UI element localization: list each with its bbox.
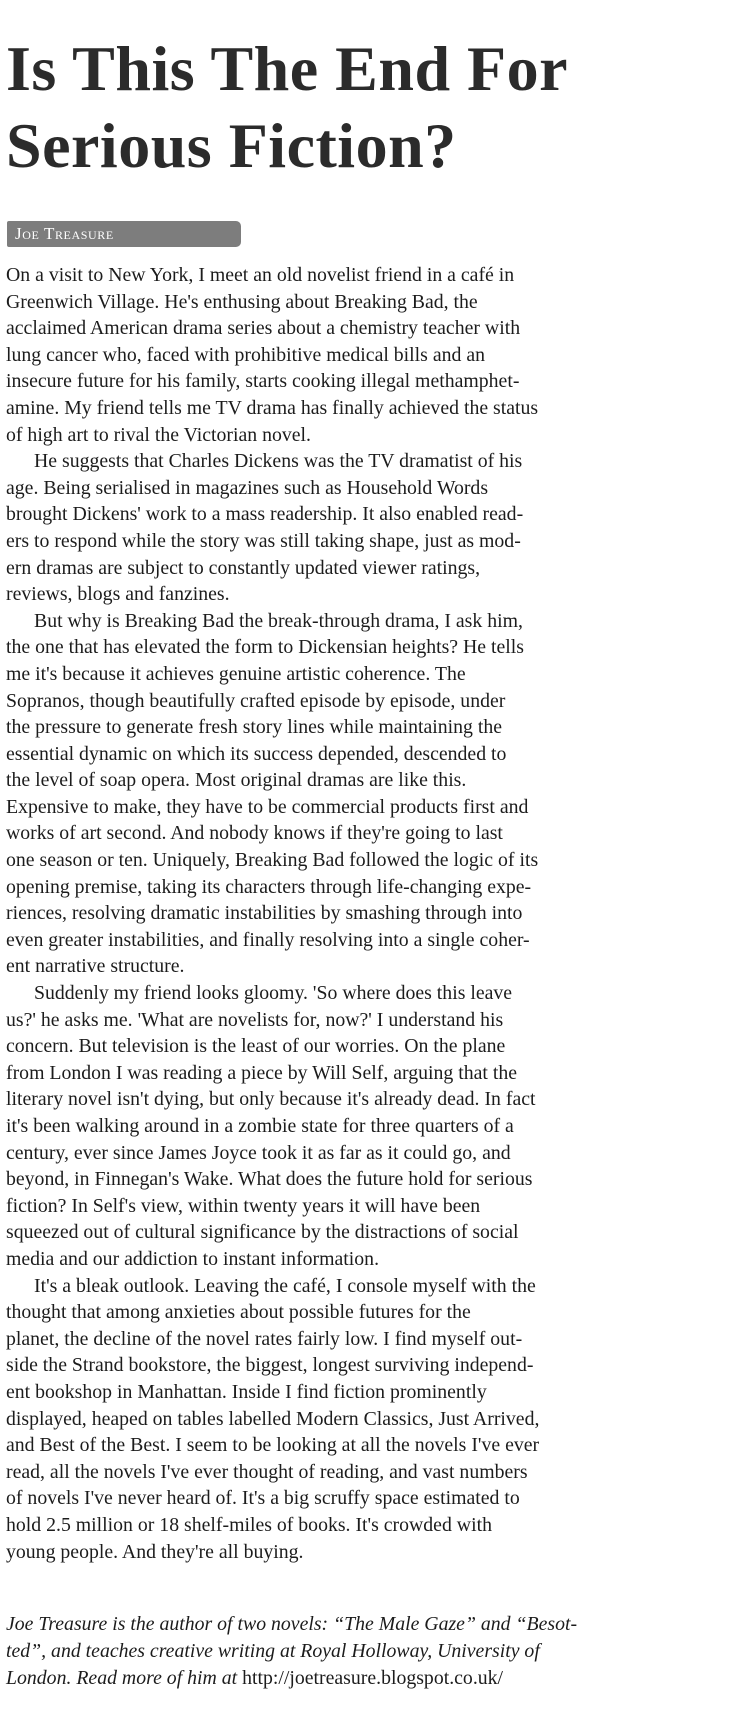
body-line: insecure future for his family, starts cooking illegal methamphet- xyxy=(6,370,520,393)
body-line: young people. And they're all buying. xyxy=(6,1540,304,1563)
body-line: Sopranos, though beautifully crafted episode by episode, under xyxy=(6,689,506,712)
body-line: fiction? In Self's view, within twenty years it will have been xyxy=(6,1194,481,1217)
body-line: planet, the decline of the novel rates fairly low. I find myself out- xyxy=(6,1327,523,1350)
body-line: thought that among anxieties about possible futures for the xyxy=(6,1301,471,1324)
body-line: Expensive to make, they have to be commercial products first and xyxy=(6,795,529,818)
blog-link[interactable]: http://joetreasure.blogspot.co.uk/ xyxy=(242,1666,504,1689)
body-line: ern dramas are subject to constantly updated viewer ratings, xyxy=(6,556,481,579)
title-line: Is This The End For xyxy=(6,33,569,104)
body-line: squeezed out of cultural significance by the distractions of social xyxy=(6,1221,519,1244)
body-line: hold 2.5 million or 18 shelf-miles of books. It's crowded with xyxy=(6,1513,492,1536)
body-line: Greenwich Village. He's enthusing about Breaking Bad, the xyxy=(6,290,478,313)
author-name: Joe Treasure xyxy=(15,224,114,243)
body-line: side the Strand bookstore, the biggest, longest surviving independ- xyxy=(6,1354,534,1377)
body-line: age. Being serialised in magazines such as Household Words xyxy=(6,476,489,499)
body-line: beyond, in Finnegan's Wake. What does the future hold for serious xyxy=(6,1168,533,1191)
body-line: riences, resolving dramatic instabilities by smashing through into xyxy=(6,902,523,925)
body-line: reviews, blogs and fanzines. xyxy=(6,583,230,606)
body-line: the one that has elevated the form to Dickensian heights? He tells xyxy=(6,636,524,659)
author-note-line: Joe Treasure is the author of two novels: “The Male Gaze” and “Besot- xyxy=(6,1613,578,1635)
body-line: But why is Breaking Bad the break-through drama, I ask him, xyxy=(34,609,523,632)
article-title xyxy=(6,30,568,184)
body-line: the level of soap opera. Most original dramas are like this. xyxy=(6,769,467,792)
body-line: It's a bleak outlook. Leaving the café, I console myself with the xyxy=(34,1274,536,1297)
body-line: lung cancer who, faced with prohibitive medical bills and an xyxy=(6,343,485,366)
body-line: He suggests that Charles Dickens was the TV dramatist of his xyxy=(34,450,523,473)
body-line: works of art second. And nobody knows if they're going to last xyxy=(6,822,503,845)
body-line: of novels I've never heard of. It's a big scruffy space estimated to xyxy=(6,1487,520,1510)
body-line: amine. My friend tells me TV drama has finally achieved the status xyxy=(6,396,539,419)
author-note-line xyxy=(6,1665,722,1692)
body-line: ent bookshop in Manhattan. Inside I find fiction prominently xyxy=(6,1380,487,1403)
author-note-line: ted”, and teaches creative writing at Royal Holloway, University of xyxy=(6,1639,540,1662)
body-line: ers to respond while the story was still taking shape, just as mod- xyxy=(6,529,521,552)
title-line: Serious Fiction? xyxy=(6,110,457,181)
body-line: ent narrative structure. xyxy=(6,955,185,978)
body-line: media and our addiction to instant information. xyxy=(6,1247,380,1270)
body-line: On a visit to New York, I meet an old novelist friend in a café in xyxy=(6,264,515,286)
article-body xyxy=(6,262,722,1565)
author-note xyxy=(6,1611,722,1691)
body-line: opening premise, taking its characters through life-changing expe- xyxy=(6,875,532,898)
body-line: us?' he asks me. 'What are novelists for, now?' I understand his xyxy=(6,1008,504,1031)
body-line: read, all the novels I've ever thought of reading, and vast numbers xyxy=(6,1460,528,1483)
body-line: from London I was reading a piece by Will Self, arguing that the xyxy=(6,1061,517,1084)
byline-bar xyxy=(7,221,241,247)
body-line: displayed, heaped on tables labelled Modern Classics, Just Arrived, xyxy=(6,1407,540,1430)
author-note-text: London. Read more of him at xyxy=(6,1666,243,1689)
body-line: the pressure to generate fresh story lines while maintaining the xyxy=(6,716,503,739)
body-line: of high art to rival the Victorian novel. xyxy=(6,423,311,446)
body-line: it's been walking around in a zombie state for three quarters of a xyxy=(6,1115,514,1137)
body-line: Suddenly my friend looks gloomy. 'So where does this leave xyxy=(34,982,513,1005)
body-line: one season or ten. Uniquely, Breaking Bad followed the logic of its xyxy=(6,849,539,872)
body-line: acclaimed American drama series about a chemistry teacher with xyxy=(6,317,521,340)
body-line: century, ever since James Joyce took it as far as it could go, and xyxy=(6,1141,511,1164)
body-line: me it's because it achieves genuine artistic coherence. The xyxy=(6,662,466,685)
body-line: literary novel isn't dying, but only because it's already dead. In fact xyxy=(6,1088,536,1111)
body-line: brought Dickens' work to a mass readership. It also enabled read- xyxy=(6,503,524,526)
body-line: and Best of the Best. I seem to be looking at all the novels I've ever xyxy=(6,1434,540,1457)
body-line: even greater instabilities, and finally resolving into a single coher- xyxy=(6,928,530,951)
body-line: concern. But television is the least of our worries. On the plane xyxy=(6,1035,506,1058)
body-line: essential dynamic on which its success depended, descended to xyxy=(6,742,507,765)
